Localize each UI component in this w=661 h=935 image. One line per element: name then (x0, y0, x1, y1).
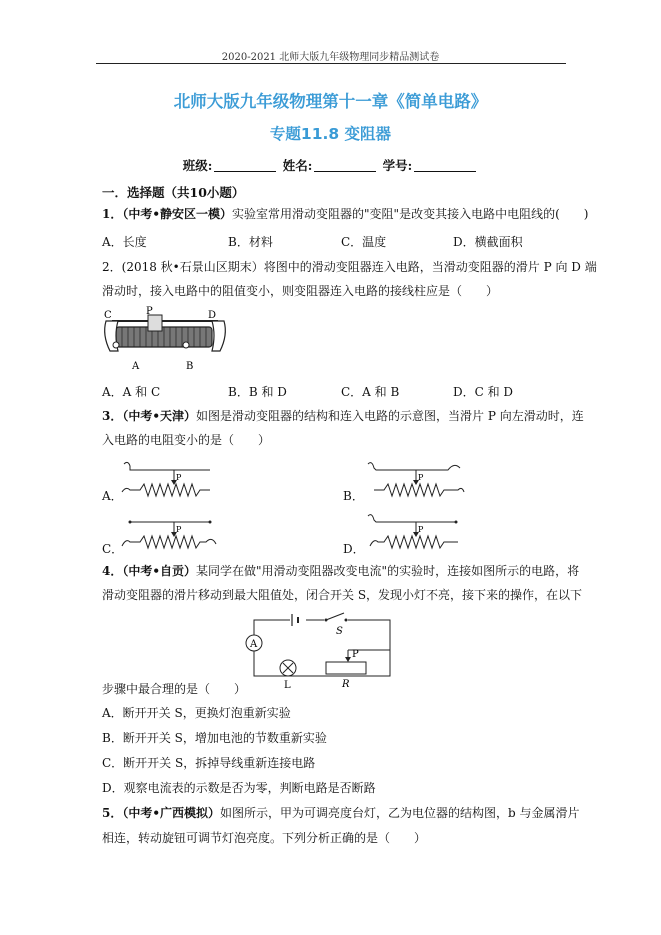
q3-diagram-c (118, 510, 228, 550)
q4-source: （中考•自贡） (122, 564, 197, 578)
terminal-b (183, 342, 189, 348)
label-p: P (146, 306, 153, 317)
rheostat-r (326, 662, 366, 674)
question-5 (102, 805, 580, 821)
q3-option-d[interactable]: D． (343, 542, 365, 556)
q2-option-a[interactable]: A．A 和 C (102, 385, 161, 399)
q4-text-2: 滑动变阻器的滑片移动到最大阻值处，闭合开关 S，发现小灯不亮，接下来的操作，在以下 (102, 588, 583, 602)
q3-text-1: 如图是滑动变阻器的结构和连入电路的示意图，当滑片 P 向左滑动时，连 (196, 409, 584, 423)
q3-diagram-b (364, 458, 474, 498)
q3-source: （中考•天津） (122, 409, 197, 423)
q4-option-a[interactable]: A．断开开关 S，更换灯泡重新实验 (102, 706, 291, 720)
terminal-a (113, 342, 119, 348)
page-header: 2020-2021 北师大版九年级物理同步精品测试卷 (221, 52, 440, 63)
q3-diagram-a (118, 458, 228, 498)
q5-number: 5． (102, 806, 123, 820)
question-1 (102, 206, 588, 222)
id-blank[interactable] (414, 159, 476, 172)
q3-number: 3． (102, 409, 123, 423)
right-bracket (212, 321, 225, 351)
slider-label: P (352, 649, 359, 660)
label-c: C (104, 310, 112, 321)
id-label: 学号: (382, 158, 413, 173)
slider-arrow-icon (345, 657, 351, 662)
q1-option-b[interactable]: B．材料 (228, 235, 273, 249)
q3c-p-label: P (176, 525, 182, 534)
section-heading: 一．选择题（共10小题） (102, 185, 245, 200)
q3b-p-label: P (418, 473, 424, 482)
student-info-row (0, 156, 661, 174)
class-label: 班级: (182, 158, 213, 173)
q5-text-2: 相连，转动旋钮可调节灯泡亮度。下列分析正确的是（ ） (102, 831, 427, 845)
q4-text-1: 某同学在做"用滑动变阻器改变电流"的实验时，连接如图所示的电路，将 (196, 564, 580, 578)
class-blank[interactable] (214, 159, 276, 172)
q3-option-b[interactable]: B． (343, 489, 364, 503)
q2-line-1: 2．(2018 秋•石景山区期末）将图中的滑动变阻器连入电路，当滑动变阻器的滑片 P 向 D 端 (102, 260, 597, 274)
label-a: A (132, 361, 140, 372)
lamp-label: L (284, 680, 291, 690)
ammeter-label: A (250, 639, 258, 650)
q4-option-d[interactable]: D．观察电流表的示数是否为零，判断电路是否断路 (102, 781, 376, 795)
q2-option-d[interactable]: D．C 和 D (453, 385, 514, 399)
switch-label: S (336, 626, 343, 637)
q3-option-c[interactable]: C． (102, 542, 124, 556)
resistor-label: R (342, 679, 350, 690)
q2-line-2: 滑动时，接入电路中的阻值变小，则变阻器连入电路的接线柱应是（ ） (102, 284, 499, 298)
q3-text-2: 入电路的电阻变小的是（ ） (102, 433, 271, 447)
q1-option-d[interactable]: D．横截面积 (453, 235, 523, 249)
name-blank[interactable] (314, 159, 376, 172)
q1-source: （中考•静安区一模） (122, 207, 233, 221)
q3d-p-label: P (418, 525, 424, 534)
q4-option-c[interactable]: C．断开开关 S，拆掉导线重新连接电路 (102, 756, 316, 770)
label-b: B (186, 361, 194, 372)
q4-circuit-figure (240, 610, 400, 690)
q4-text-3: 步骤中最合理的是（ ） (102, 682, 247, 696)
q5-source: （中考•广西模拟） (122, 806, 221, 820)
q4-number: 4． (102, 564, 123, 578)
header-divider (96, 63, 566, 64)
q2-option-c[interactable]: C．A 和 B (341, 385, 400, 399)
q3-option-a[interactable]: A． (102, 489, 123, 503)
label-d: D (208, 310, 217, 321)
rheostat-figure (100, 305, 230, 375)
q1-option-c[interactable]: C．温度 (341, 235, 387, 249)
question-4 (102, 563, 579, 579)
slider-p (148, 315, 162, 331)
q1-text: 实验室常用滑动变阻器的"变阻"是改变其接入电路中电阻线的( ) (232, 207, 589, 221)
document-subtitle: 专题11.8 变阻器 (269, 125, 392, 143)
document-title: 北师大版九年级物理第十一章《简单电路》 (173, 92, 488, 111)
q2-option-b[interactable]: B．B 和 D (228, 385, 287, 399)
circuit-wire (254, 620, 390, 676)
name-label: 姓名: (282, 158, 313, 173)
q4-option-b[interactable]: B．断开开关 S，增加电池的节数重新实验 (102, 731, 327, 745)
q5-text-1: 如图所示，甲为可调亮度台灯，乙为电位器的结构图，b 与金属滑片 (220, 806, 580, 820)
question-3 (102, 408, 584, 424)
q3a-p-label: P (176, 473, 182, 482)
q3-diagram-d (364, 510, 474, 550)
q1-option-a[interactable]: A．长度 (102, 235, 147, 249)
q1-number: 1． (102, 207, 123, 221)
